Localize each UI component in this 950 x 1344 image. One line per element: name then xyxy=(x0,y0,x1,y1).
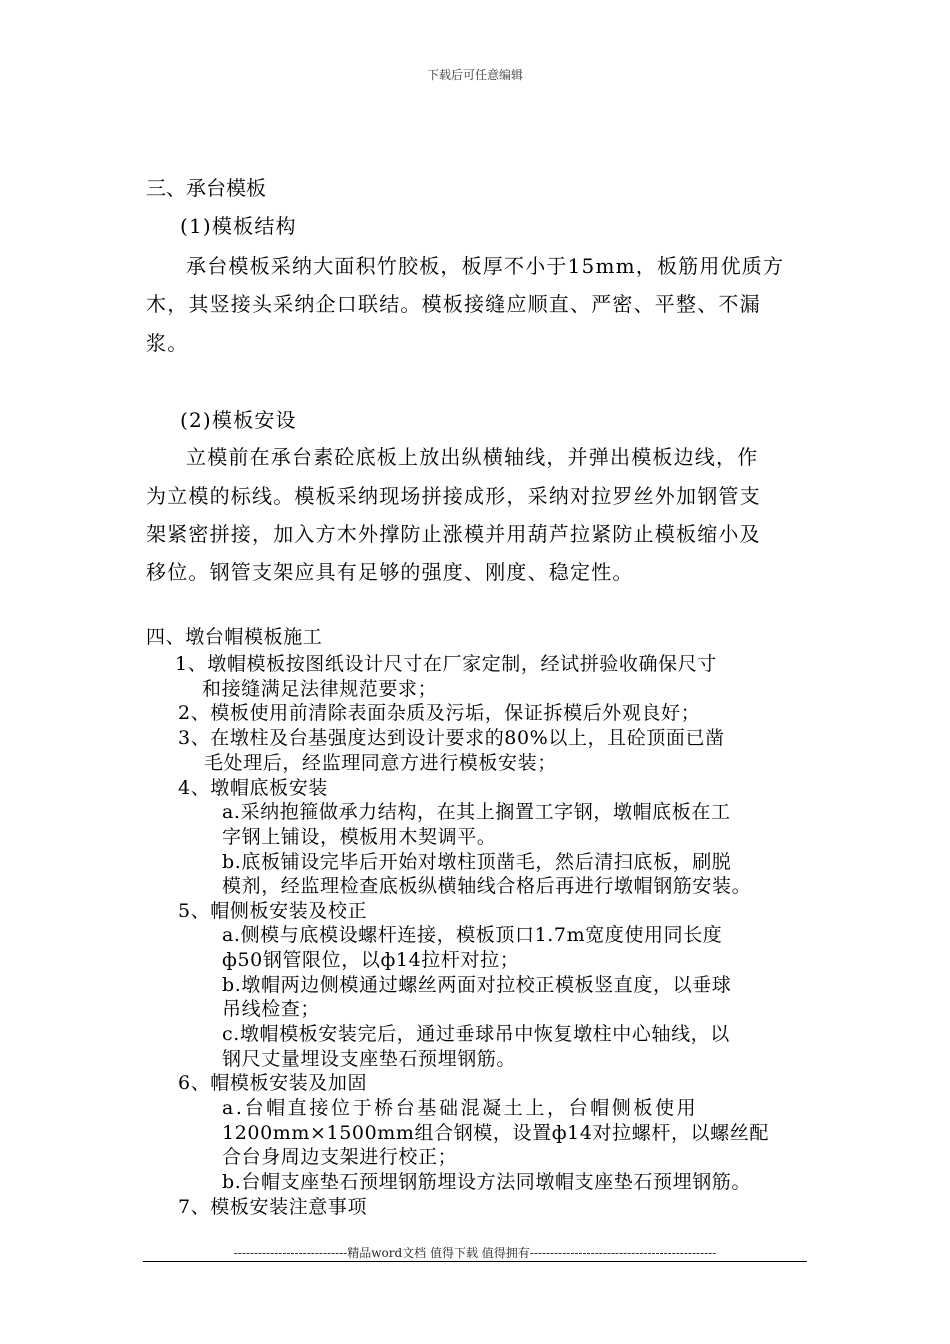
footer-divider xyxy=(143,1261,807,1262)
section-4-title: 四、墩台帽模板施工 xyxy=(146,626,323,648)
list-item: 5、帽侧板安装及校正 xyxy=(178,900,368,922)
list-item: 4、墩帽底板安装 xyxy=(178,777,328,799)
list-item: b.底板铺设完毕后开始对墩柱顶凿毛，然后清扫底板，刷脱 xyxy=(222,851,732,873)
list-item: b.墩帽两边侧模通过螺丝两面对拉校正模板竖直度，以垂球 xyxy=(222,974,732,996)
para1-line: 木，其竖接头采纳企口联结。模板接缝应顺直、严密、平整、不漏 xyxy=(146,292,761,316)
list-item: 7、模板安装注意事项 xyxy=(178,1196,368,1218)
list-item: 模剂，经监理检查底板纵横轴线合格后再进行墩帽钢筋安装。 xyxy=(222,875,752,897)
list-item: 合台身周边支架进行校正； xyxy=(222,1146,458,1168)
list-item: a.采纳抱箍做承力结构，在其上搁置工字钢，墩帽底板在工 xyxy=(222,801,731,823)
list-item: ф50钢管限位，以ф14拉杆对拉； xyxy=(222,949,520,971)
list-item: 2、模板使用前清除表面杂质及污垢，保证拆模后外观良好； xyxy=(178,702,701,724)
para2-line: 移位。钢管支架应具有足够的强度、刚度、稳定性。 xyxy=(146,560,634,584)
list-item: 和接缝满足法律规范要求； xyxy=(202,678,438,700)
section-3-sub2: (2)模板安设 xyxy=(180,408,297,432)
list-item: 6、帽模板安装及加固 xyxy=(178,1072,368,1094)
list-item: 吊线检查； xyxy=(222,998,321,1020)
list-item: 3、在墩柱及台基强度达到设计要求的80%以上，且砼顶面已凿 xyxy=(178,727,725,749)
list-item: 1200mm×1500mm组合钢模，设置ф14对拉螺杆，以螺丝配 xyxy=(222,1122,769,1144)
para2-line: 为立模的标线。模板采纳现场拼接成形，采纳对拉罗丝外加钢管支 xyxy=(146,484,761,508)
list-item: 字钢上铺设，模板用木契调平。 xyxy=(222,826,497,848)
page-footer: ----------------------------精品word文档 值得下载 值得拥有---------------------------------------------- xyxy=(233,1246,717,1260)
list-item: a.台帽直接位于桥台基础混凝土上，台帽侧板使用 xyxy=(222,1097,699,1119)
section-3-sub1: (1)模板结构 xyxy=(180,214,297,238)
list-item: b.台帽支座垫石预埋钢筋埋设方法同墩帽支座垫石预埋钢筋。 xyxy=(222,1171,752,1193)
para2-line: 立模前在承台素砼底板上放出纵横轴线，并弹出模板边线，作 xyxy=(186,445,759,469)
list-item: 钢尺丈量埋设支座垫石预埋钢筋。 xyxy=(222,1048,517,1070)
list-item: a.侧模与底模设螺杆连接，模板顶口1.7m宽度使用同长度 xyxy=(222,924,723,946)
para1-line: 承台模板采纳大面积竹胶板，板厚不小于15mm，板筋用优质方 xyxy=(186,254,785,278)
section-3-title: 三、承台模板 xyxy=(146,176,266,200)
list-item: 毛处理后，经监理同意方进行模板安装； xyxy=(204,752,557,774)
para2-line: 架紧密拼接，加入方木外撑防止涨模并用葫芦拉紧防止模板缩小及 xyxy=(146,522,761,546)
para1-line: 浆。 xyxy=(146,331,189,355)
list-item: c.墩帽模板安装完后，通过垂球吊中恢复墩柱中心轴线，以 xyxy=(222,1023,730,1045)
list-item: 1、墩帽模板按图纸设计尺寸在厂家定制，经试拼验收确保尺寸 xyxy=(175,653,717,675)
page-header: 下载后可任意编辑 xyxy=(426,68,523,82)
